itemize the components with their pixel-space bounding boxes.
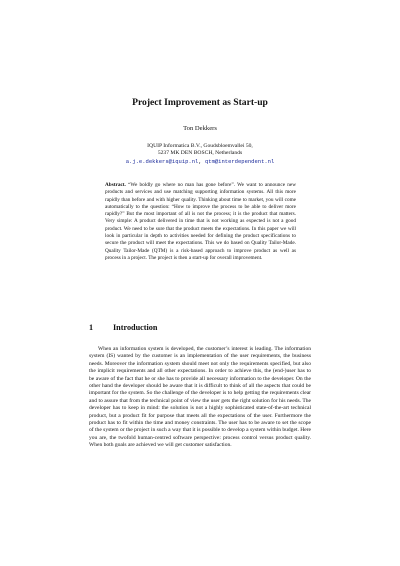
email-link[interactable]: qtm@interdependent.nl [204, 157, 275, 165]
email-separator: , [198, 157, 202, 165]
abstract-label: Abstract. [105, 182, 126, 188]
body-paragraph: When an information system is developed, the customer’s interest is leading. The information system (IS) wanted by the customer is an implementation of the user requirements, the business needs. Moreover the information system should meet not only the requirements specified, but also the implicit requirements and all other expectations. In order to achieve this, the (end-)user has to be aware of the fact that he or she has to provide all necessary information to the developer. On the other hand the developer should be aware that it is difficult to think of all the aspects that could be important for the system. So the challenge of the developer is to help getting the requirements clear and to assure that from the technical point of view the user gets the right solution for his needs. The developer has to keep in mind: the solution is not a highly sophisticated state-of-the-art technical product, but a product fit for purpose that meets all the expectations of the user. Furthermore the product has to fit within the time and money constraints. The user has to be aware to set the scope of the system or the project in such a way that it is possible to develop a system within budget. Here you are, the twofold human-centred software perspective: process control versus product quality. When both goals are achieved we will get customer satisfaction. [89, 346, 311, 449]
paper-title: Project Improvement as Start-up [132, 97, 268, 108]
author-name: Ton Dekkers [183, 125, 217, 132]
abstract [105, 182, 296, 262]
affiliation-line: IQUIP Informatica B.V., Goudsbloemvallei 50, [147, 143, 253, 149]
section-number: 1 [89, 323, 94, 332]
affiliation-line: 5237 MK DEN BOSCH, Netherlands [157, 150, 243, 157]
abstract-text: “We boldly go where no man has gone before”. We want to announce new products and services and use matching supporting information systems. All this more rapidly than before and with higher quality. Thinking about time to market, you will come automatically to the question: “How to improve the process to be able to deliver more rapidly?” But the most important of all is not the process; it is the product that matters. Very simple: A product delivered in time that is not working as expected is not a good product. We need to be sure that the product meets the expectations. In this paper we will look in particular in depth to activities needed for defining the product specifications to secure the product will meet the expectations. This we do based on Quality Tailor-Made. Quality Tailor-Made (QTM) is a risk-based approach to improve product as well as process in a project. The project is then a start-up for overall improvement. [105, 182, 296, 261]
section-title: Introduction [113, 323, 158, 332]
affiliation-block [0, 143, 400, 165]
section-heading [89, 323, 157, 333]
email-link[interactable]: a.j.e.dekkers@iquip.nl [125, 157, 199, 165]
email-line [0, 158, 400, 165]
